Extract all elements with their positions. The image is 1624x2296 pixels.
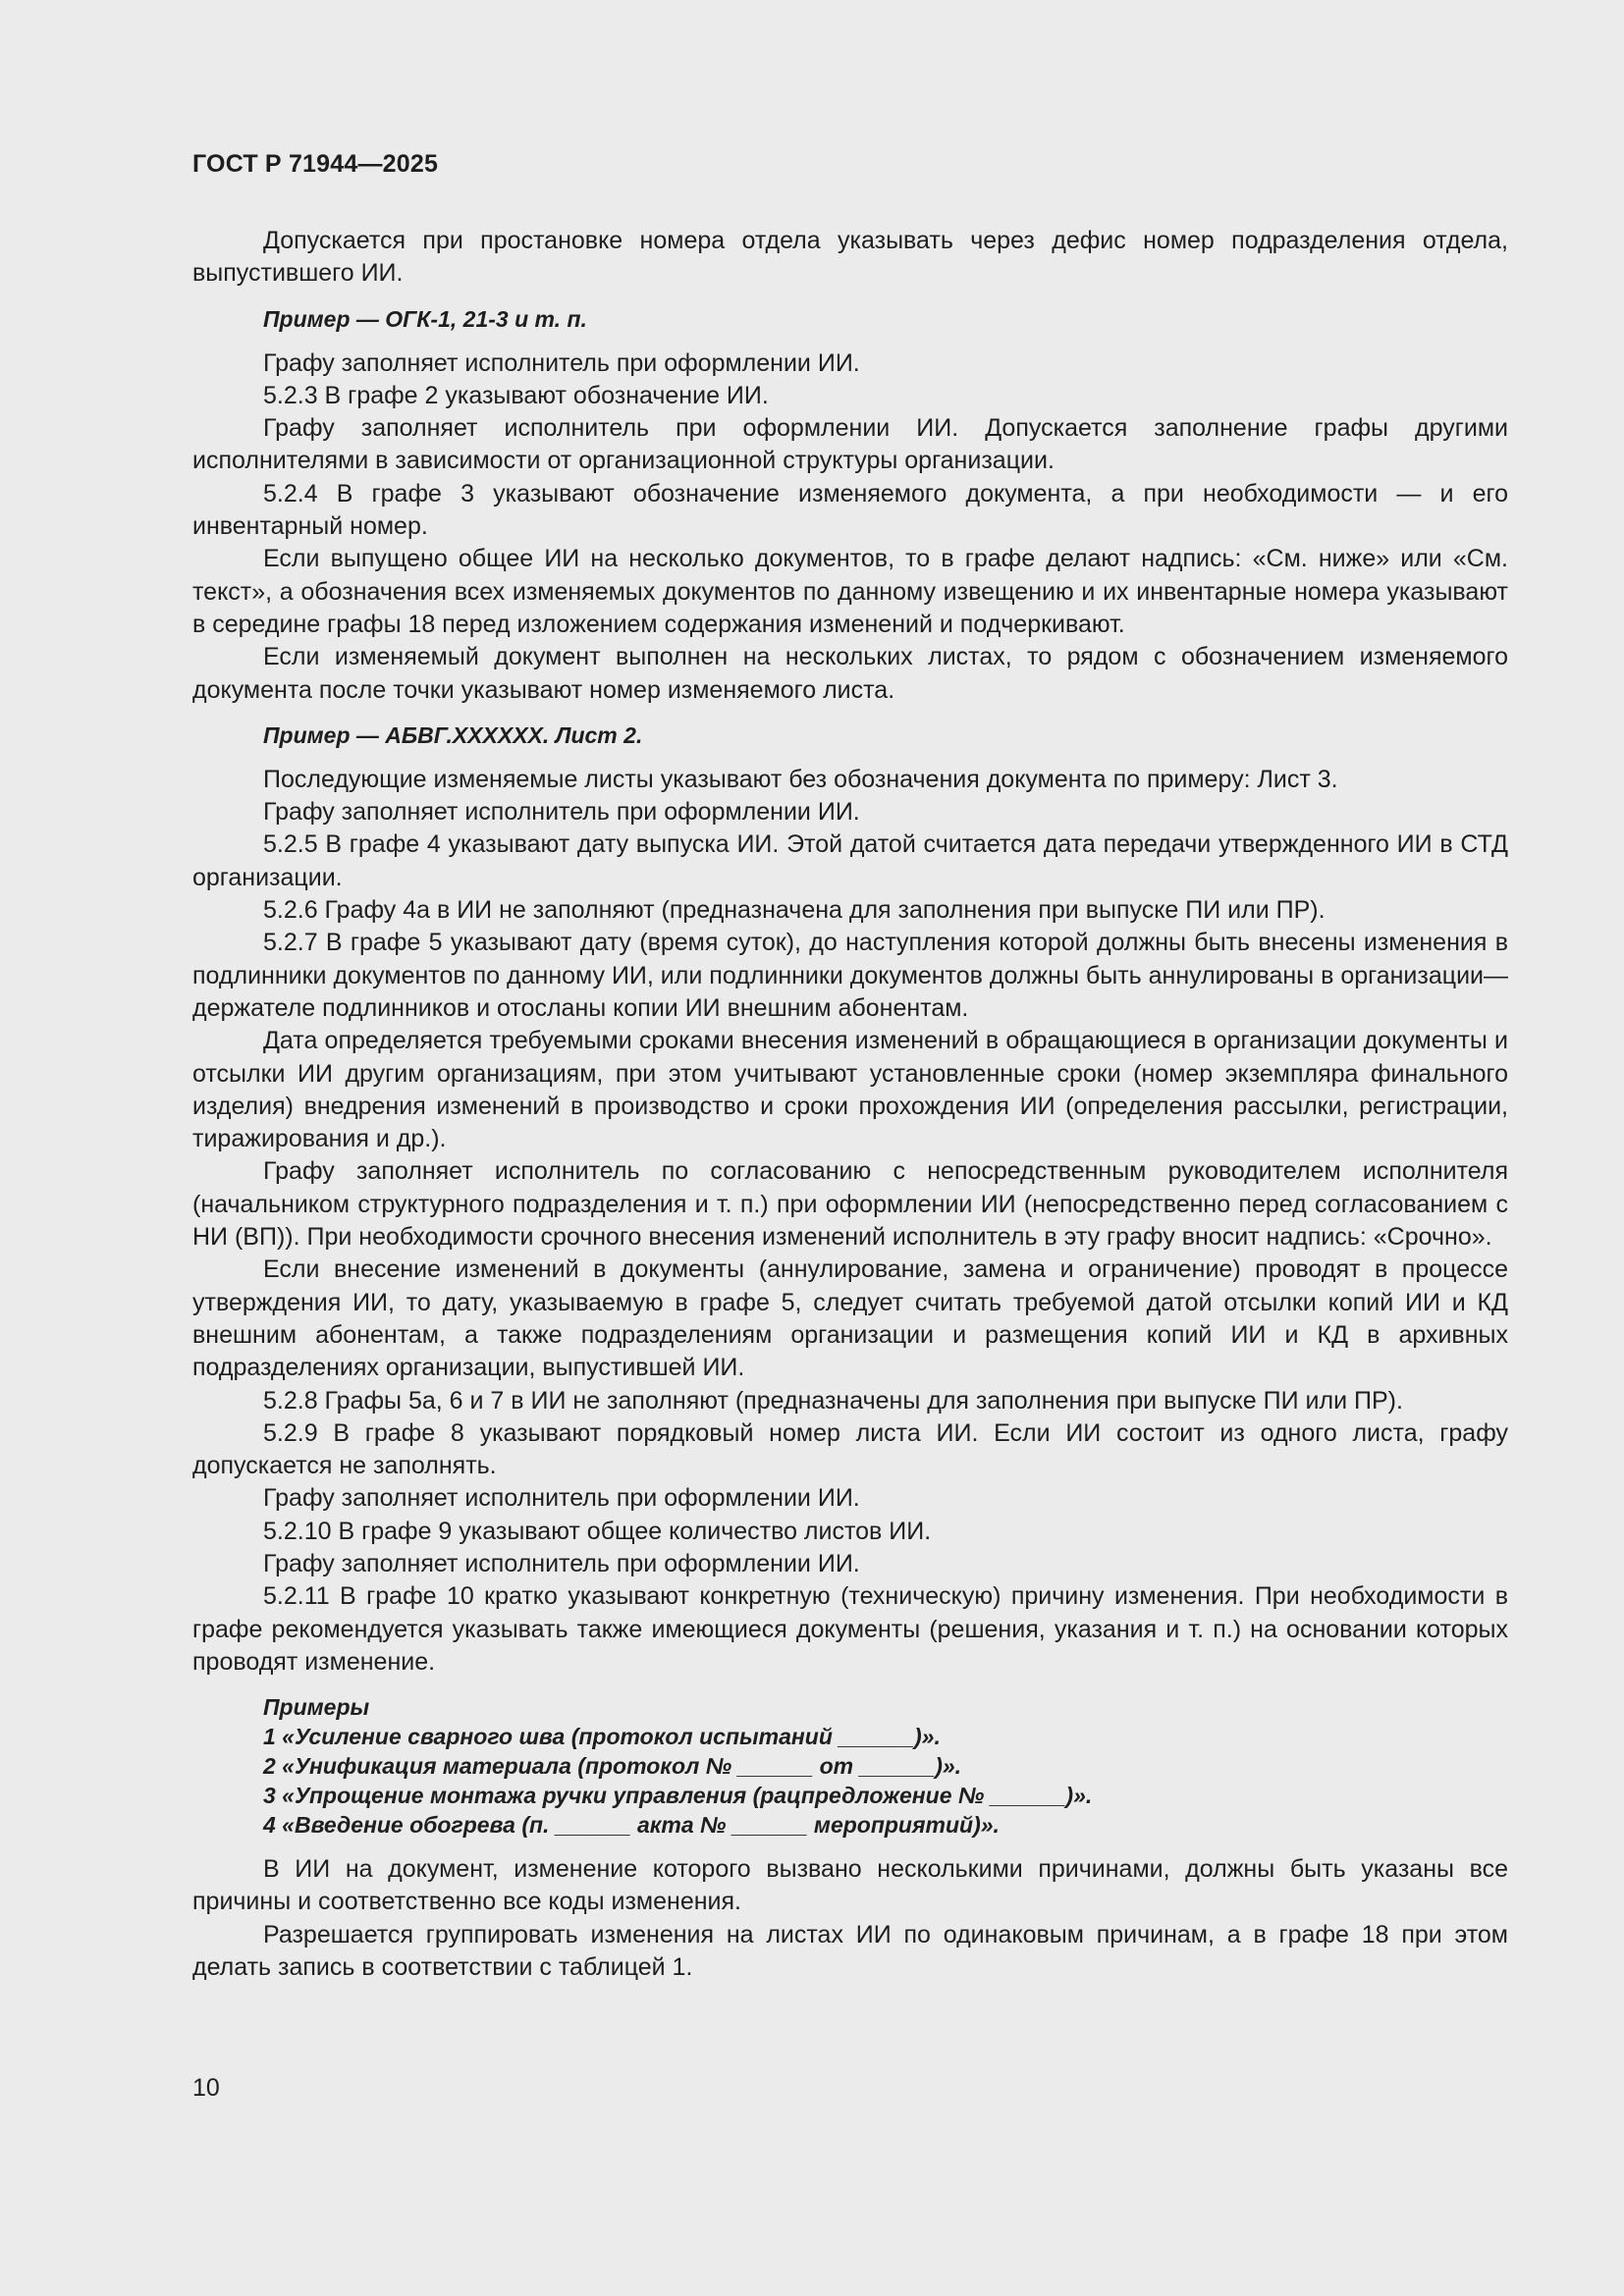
document-page — [192, 147, 1508, 1984]
paragraph: Допускается при простановке номера отдела указывать через дефис номер подразделения отдела, выпустившего ИИ. — [192, 227, 1508, 288]
paragraph: Если внесение изменений в документы (аннулирование, замена и ограничение) проводят в процессе утверждения ИИ, то дату, указываемую в графе 5, следует считать требуемой датой отсылки копий ИИ и КД внешним абонентам, а также подразделениям организации и размещения копий ИИ и КД в архивных подразделениях организации, выпустившей ИИ. — [192, 1255, 1508, 1382]
paragraph: Если выпущено общее ИИ на несколько документов, то в графе делают надпись: «См. ниже» или «См. текст», а обозначения всех изменяемых документов по данному извещению и их инвентарные номера указывают в середине графы 18 перед изложением содержания изменений и подчеркивают. — [192, 545, 1508, 638]
paragraph: 5.2.10 В графе 9 указывают общее количество листов ИИ. — [263, 1517, 932, 1545]
paragraph: Разрешается группировать изменения на листах ИИ по одинаковым причинам, а в графе 18 при этом делать запись в соответствии с таблицей 1. — [192, 1920, 1508, 1982]
example-item: 2 «Унификация материала (протокол № ______ от ______)». — [263, 1753, 962, 1780]
paragraph: 5.2.7 В графе 5 указывают дату (время суток), до наступления которой должны быть внесены изменения в подлинники документов по данному ИИ, или подлинники документов должны быть аннулированы в организации—держателе подлинников и отосланы копии ИИ внешним абонентам. — [192, 929, 1508, 1022]
paragraph: Последующие изменяемые листы указывают без обозначения документа по примеру: Лист 3. — [263, 765, 1338, 793]
paragraph: Графу заполняет исполнитель при оформлении ИИ. Допускается заполнение графы другими исполнителями в зависимости от организационной структуры организации. — [192, 414, 1508, 475]
paragraph: 5.2.4 В графе 3 указывают обозначение изменяемого документа, а при необходимости — и его инвентарный номер. — [192, 479, 1508, 541]
document-header: ГОСТ Р 71944—2025 — [192, 150, 439, 178]
example-item: 1 «Усиление сварного шва (протокол испытаний ______)». — [263, 1724, 941, 1750]
paragraph: Графу заполняет исполнитель при оформлении ИИ. — [263, 1484, 860, 1513]
example-line: Пример — ОГК-1, 21-3 и т. п. — [263, 305, 587, 332]
paragraph: Графу заполняет исполнитель при оформлении ИИ. — [263, 348, 860, 377]
paragraph: В ИИ на документ, изменение которого вызвано несколькими причинами, должны быть указаны все причины и соответственно все коды изменения. — [192, 1855, 1508, 1916]
paragraph: Графу заполняет исполнитель по согласованию с непосредственным руководителем исполнителя (начальником структурного подразделения и т. п.) при оформлении ИИ (непосредственно перед согласованием с НИ (ВП)). При необходимости срочного внесения изменений исполнитель в эту графу вносит надпись: «Срочно». — [192, 1157, 1508, 1252]
paragraph: 5.2.9 В графе 8 указывают порядковый номер листа ИИ. Если ИИ состоит из одного листа, графу допускается не заполнять. — [192, 1418, 1508, 1480]
paragraph: 5.2.11 В графе 10 кратко указывают конкретную (техническую) причину изменения. При необходимости в графе рекомендуется указывать также имеющиеся документы (решения, указания и т. п.) на основании которых проводят изменение. — [192, 1582, 1508, 1676]
document-body — [192, 225, 1508, 1984]
paragraph: 5.2.5 В графе 4 указывают дату выпуска ИИ. Этой датой считается дата передачи утвержденного ИИ в СТД организации. — [192, 830, 1508, 891]
example-item: 3 «Упрощение монтажа ручки управления (рацпредложение № ______)». — [263, 1783, 1093, 1809]
paragraph: 5.2.3 В графе 2 указывают обозначение ИИ. — [263, 381, 769, 409]
paragraph: 5.2.6 Графу 4а в ИИ не заполняют (предназначена для заполнения при выпуске ПИ или ПР). — [263, 896, 1326, 925]
paragraph: Дата определяется требуемыми сроками внесения изменений в обращающиеся в организации документы и отсылки ИИ другим организациям, при этом учитывают установленные сроки (номер экземпляра финального изделия) внедрения изменений в производство и сроки прохождения ИИ (определения рассылки, регистрации, тиражирования и др.). — [192, 1027, 1508, 1153]
examples-block — [263, 1692, 1508, 1840]
example-item: 4 «Введение обогрева (п. ______ акта № ______ мероприятий)». — [263, 1812, 1000, 1839]
example-line: Пример — АБВГ.XXXXXX. Лист 2. — [263, 721, 643, 748]
paragraph: Если изменяемый документ выполнен на нескольких листах, то рядом с обозначением изменяемого документа после точки указывают номер изменяемого листа. — [192, 643, 1508, 704]
page-number: 10 — [192, 2074, 220, 2102]
paragraph: Графу заполняет исполнитель при оформлении ИИ. — [263, 1549, 860, 1577]
paragraph: 5.2.8 Графы 5а, 6 и 7 в ИИ не заполняют (предназначены для заполнения при выпуске ПИ или ПР). — [263, 1386, 1403, 1415]
examples-title: Примеры — [263, 1694, 370, 1721]
paragraph: Графу заполняет исполнитель при оформлении ИИ. — [263, 798, 860, 827]
